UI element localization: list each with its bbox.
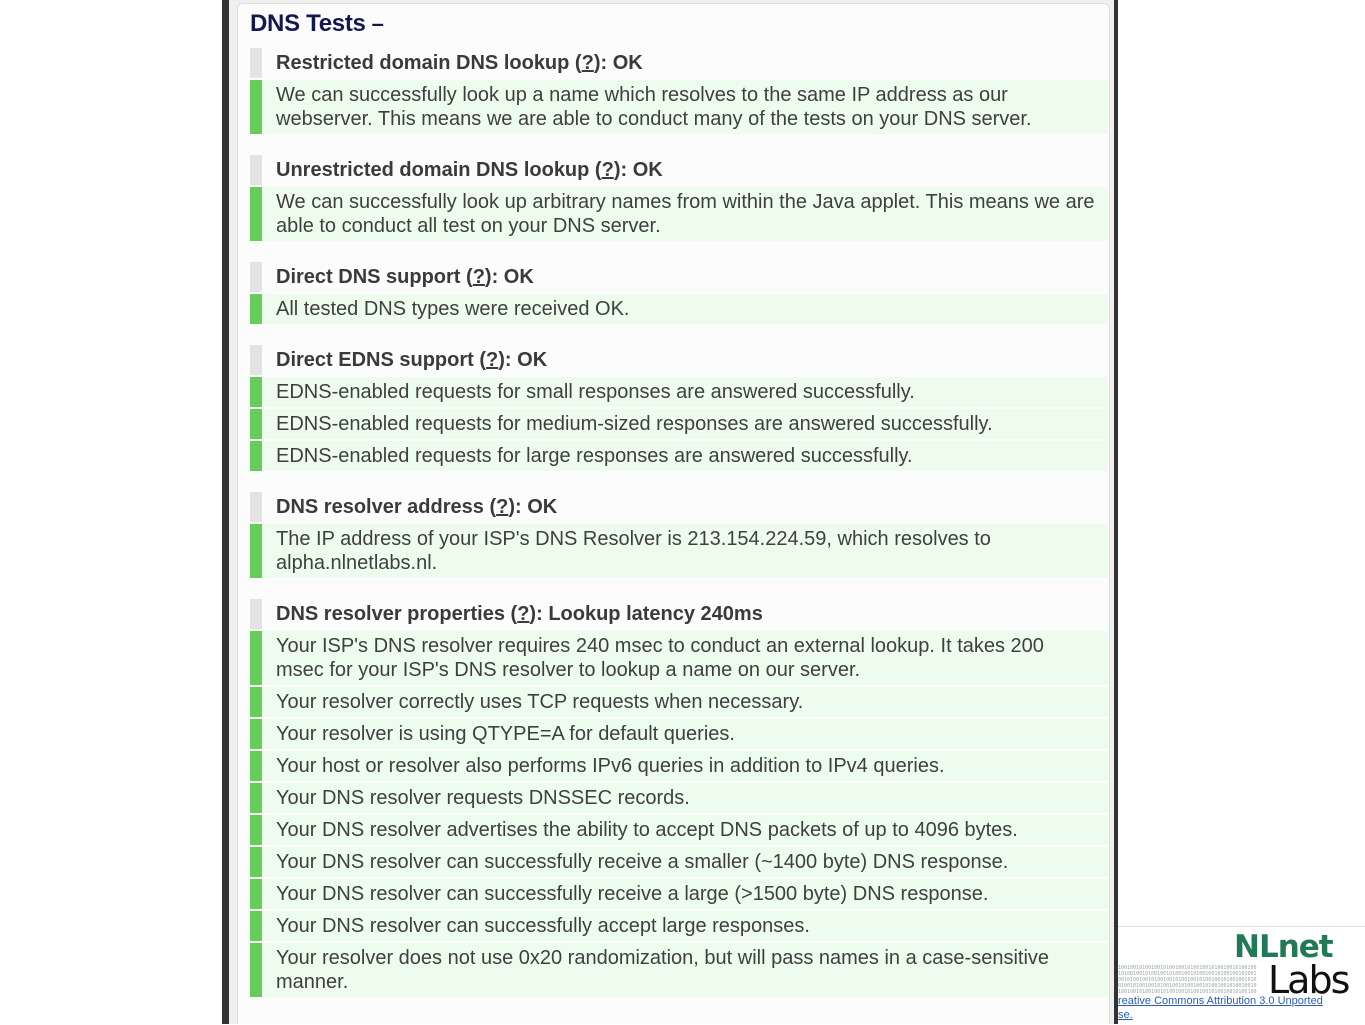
test-header: DNS resolver address (?): OK (250, 492, 1108, 522)
ok-status-bar (250, 911, 262, 941)
test-detail-row (250, 911, 1108, 941)
ok-status-bar (250, 783, 262, 813)
test-header: Direct EDNS support (?): OK (250, 345, 1108, 375)
test-header: Direct DNS support (?): OK (250, 262, 1108, 292)
test-detail-row (250, 815, 1108, 845)
detail-text: Your resolver correctly uses TCP requests when necessary. (276, 691, 804, 713)
test-label: Direct EDNS support (276, 349, 474, 371)
ok-status-bar (250, 80, 262, 134)
test-section (250, 492, 1108, 578)
ok-status-bar (250, 294, 262, 324)
test-detail-row (250, 294, 1108, 324)
test-label: DNS resolver properties (276, 603, 505, 625)
test-header: Restricted domain DNS lookup (?): OK (250, 48, 1108, 78)
detail-text: Your DNS resolver requests DNSSEC records. (276, 787, 690, 809)
test-section (250, 345, 1108, 471)
header-status-bar (250, 262, 262, 292)
ok-status-bar (250, 719, 262, 749)
test-result: OK (517, 349, 548, 371)
detail-text: All tested DNS types were received OK. (276, 298, 630, 320)
detail-text: We can successfully look up arbitrary names from within the Java applet. This means we are able to conduct all test on your DNS server. (276, 191, 1095, 237)
test-detail-row (250, 943, 1108, 997)
test-result: OK (632, 159, 663, 181)
help-link[interactable]: ? (517, 603, 530, 625)
panel-title: DNS Tests – (250, 10, 384, 37)
detail-text: Your resolver is using QTYPE=A for default queries. (276, 723, 735, 745)
ok-status-bar (250, 631, 262, 685)
header-status-bar (250, 599, 262, 629)
slide-footer (1118, 926, 1365, 1025)
license-link[interactable]: reative Commons Attribution 3.0 Unported se. (1118, 995, 1323, 1021)
header-status-bar (250, 48, 262, 78)
detail-text: EDNS-enabled requests for large responses are answered successfully. (276, 445, 913, 467)
test-header: DNS resolver properties (?): Lookup latency 240ms (250, 599, 1108, 629)
test-label: Restricted domain DNS lookup (276, 52, 570, 74)
header-status-bar (250, 345, 262, 375)
test-section (250, 48, 1108, 134)
test-detail-row (250, 687, 1108, 717)
test-detail-row (250, 409, 1108, 439)
nlnet-logo-bottom: Labs (1268, 958, 1349, 1002)
detail-text: Your DNS resolver can successfully receive a smaller (~1400 byte) DNS response. (276, 851, 1009, 873)
test-detail-row (250, 719, 1108, 749)
ok-status-bar (250, 377, 262, 407)
binary-pattern-decoration: 10010010100100101001001010010010100100101001001010010010100100101001001010010010100100101001001010010010100100101001001010010010100100101001001010010010100100101001001010010010100100101001001010010010100100101001001010010010100100 (1118, 965, 1257, 993)
test-result: OK (612, 52, 643, 74)
ok-status-bar (250, 943, 262, 997)
test-result: Lookup latency 240ms (548, 603, 763, 625)
test-section (250, 155, 1108, 241)
test-detail-row (250, 80, 1108, 134)
test-section (250, 262, 1108, 324)
detail-text: The IP address of your ISP's DNS Resolver is 213.154.224.59, which resolves to alpha.nlnetlabs.nl. (276, 528, 991, 574)
help-link[interactable]: ? (601, 159, 614, 181)
help-link[interactable]: ? (496, 496, 509, 518)
test-header: Unrestricted domain DNS lookup (?): OK (250, 155, 1108, 185)
help-link[interactable]: ? (486, 349, 499, 371)
detail-text: We can successfully look up a name which resolves to the same IP address as our webserver. This means we are able to conduct many of the tests on your DNS server. (276, 84, 1032, 130)
test-detail-row (250, 187, 1108, 241)
ok-status-bar (250, 847, 262, 877)
detail-text: EDNS-enabled requests for small responses are answered successfully. (276, 381, 915, 403)
nlnet-logo-top: NLnet (1234, 929, 1333, 965)
help-link[interactable]: ? (472, 266, 485, 288)
test-result: OK (503, 266, 534, 288)
applet-frame (222, 0, 1118, 1024)
test-detail-row (250, 441, 1108, 471)
test-result: OK (527, 496, 558, 518)
test-section (250, 599, 1108, 997)
detail-text: Your ISP's DNS resolver requires 240 msec to conduct an external lookup. It takes 200 msec for your ISP's DNS resolver to lookup a name on our server. (276, 635, 1044, 681)
detail-text: Your DNS resolver can successfully accept large responses. (276, 915, 810, 937)
test-label: Direct DNS support (276, 266, 461, 288)
ok-status-bar (250, 687, 262, 717)
ok-status-bar (250, 815, 262, 845)
test-detail-row (250, 847, 1108, 877)
dns-tests-panel (237, 3, 1110, 1024)
test-detail-row (250, 879, 1108, 909)
ok-status-bar (250, 187, 262, 241)
detail-text: Your DNS resolver advertises the ability to accept DNS packets of up to 4096 bytes. (276, 819, 1018, 841)
test-sections (250, 48, 1108, 1018)
collapse-toggle[interactable]: – (371, 11, 384, 36)
ok-status-bar (250, 441, 262, 471)
test-detail-row (250, 751, 1108, 781)
detail-text: Your resolver does not use 0x20 randomization, but will pass names in a case-sensitive manner. (276, 947, 1050, 993)
ok-status-bar (250, 879, 262, 909)
help-link[interactable]: ? (581, 52, 594, 74)
detail-text: Your host or resolver also performs IPv6 queries in addition to IPv4 queries. (276, 755, 945, 777)
ok-status-bar (250, 524, 262, 578)
detail-text: EDNS-enabled requests for medium-sized responses are answered successfully. (276, 413, 993, 435)
ok-status-bar (250, 751, 262, 781)
test-label: Unrestricted domain DNS lookup (276, 159, 590, 181)
test-label: DNS resolver address (276, 496, 484, 518)
test-detail-row (250, 631, 1108, 685)
test-detail-row (250, 783, 1108, 813)
detail-text: Your DNS resolver can successfully receive a large (>1500 byte) DNS response. (276, 883, 989, 905)
header-status-bar (250, 492, 262, 522)
test-detail-row (250, 524, 1108, 578)
test-detail-row (250, 377, 1108, 407)
ok-status-bar (250, 409, 262, 439)
header-status-bar (250, 155, 262, 185)
